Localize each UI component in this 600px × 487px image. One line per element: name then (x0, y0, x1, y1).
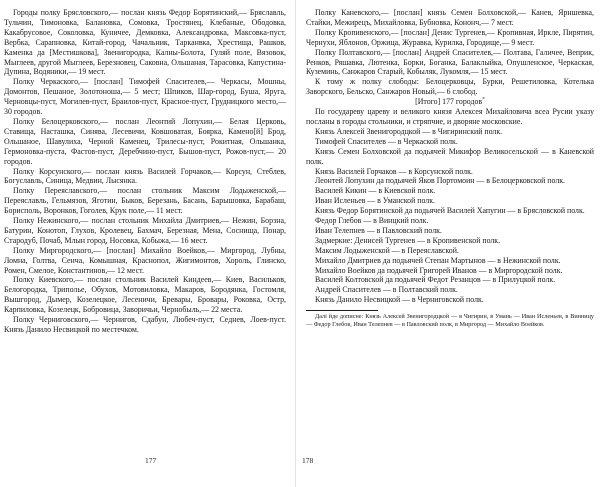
assignment-line: Федор Глебов — в Винцкий полк. (315, 216, 429, 226)
bila-tserkva-regiment-paragraph: Полку Белоцерковского,— послан Леонтий Лопухин,— Белая Церковь, Ставища, Насташка, Синява, Лесевичи, Ковшоватая, Боярка, Камено[й] Брод, Ольшаное, Шавулиха, Черной Каменец, Трилесы-пуст, Рокитная, Ольшанка, Гермоновка-пуста, Фастов-пуст, Деребчино-пуст, Бышов-пуст, Рожов-пуст,— 20 городов. (4, 116, 286, 166)
assignment-line: Максим Лодыженской — в Переяславской. (315, 245, 459, 255)
footnote-block (306, 313, 594, 329)
footnote-text: Далі йде дописне: Князь Алексей Звенигородцкой — в Чигирин, в Умань — Иван Исленьев, в Винницу — Федор Глебов, Иван Телепнев — в Павловский полк, в Миргород — Михайло Воейков. (306, 313, 594, 329)
kyiv-regiment-paragraph: Полку Киевского,— послан стольник Василей Киндеев,— Киев, Васильков, Белогородка, Триполье, Обухов, Мотовиловка, Макаров, Бородянка, Гостомля, Вышгород, Дымер, Козелецкое, Лесеничи, Бревары, Бровары, Роковка, Остр, Карпиловка, Козелецк, Бобровица, Заворичьи, Чернобыль,— 22 места. (4, 275, 286, 315)
right-page-body (306, 8, 594, 305)
left-page-body (4, 8, 286, 335)
myrhorod-regiment-paragraph: Полку Миргородского,— [послан] Михайло Воейков,— Миргород, Лубны, Ломна, Голтва, Сенча, Комышная, Краснопол, Жигимонтов, Хороль, Глинско, Ромен, Смелое, Константинов,— 12 мест. (4, 245, 286, 275)
assignment-line: Леонтей Лопухин да подьячей Яков Портомоин — в Белоцерковской полк. (315, 176, 565, 186)
poltava-regiment-paragraph: Полку Полтавского,— [послан] Андрей Спасителев,— Полтава, Галичее, Веприк, Ренков, Ряшавка, Лютенка, Борки, Боганка, Балаклыйка, Опушленское, Черкаская, Куземинь, Санжаров Старый, Кобыляк, Лукомля,— 15 мест. (306, 47, 594, 77)
assignment-line: Михайло Воейков да подьячей Григорей Иванов — в Миргородской полк. (315, 265, 563, 275)
assignment-line: Князь Федор Борятинской да подьячей Василей Хапугин — в Брясловской полк. (315, 206, 585, 216)
itogo-label: [Итого] 177 городов (415, 97, 483, 107)
assignment-line: Михайло Дмитриев да подьячей Степан Мартынов — в Нежинской полк. (315, 255, 561, 265)
assignment-line: Иван Телепнев — в Павловский полк. (315, 225, 442, 235)
pereiaslav-regiment-paragraph: Полку Переяславского,— послан стольник Максим Лодыженской,— Переяславль, Гельмязов, Яготин, Быков, Березань, Басань, Барышовка, Барабаш, Борисполь, Воронков, Гоголев, Крук поле,— 11 мест. (4, 186, 286, 216)
book-gutter (295, 0, 296, 487)
kaniv-regiment-paragraph: Полку Каневского,— [послан] князь Семен Болховской,— Канев, Ярншевка, Стайки, Межирецъ, Михайловка, Бубновка, Кононч,— 7 мест. (306, 8, 594, 27)
korsun-regiment-paragraph: Полку Корсунского,— послан князь Василей Горчаков,— Корсун, Стеблев, Богуславль, Синица, Медвин, Лысянка. (4, 166, 286, 186)
poltava-slobody-paragraph: К тому ж полку слободы: Белоцерковцы, Бурки, Решетиловка, Котелька Заворского, Бельско, Санжаров Новый,— 6 слобод. (306, 77, 594, 97)
brasl-regiment-paragraph: Городы полку Брясловского,— послан князь Федор Борятинский,— Бряславль, Тульчин, Тимоновка, Балановка, Сомовка, Тростянец, Клебаные, Ободовка, Какабрусовое, Соколовка, Куничее, Демковка, Александровка, Максовка-пуст, Вербка, Сарапновка, Китай-город, Чачальник, Тарканвка, Хрестища, Рашков, Каменка да [Местишкова], Звенигородка, Калны-Болота, Гуляй поле, Вязовок, Мыглеев, другой Мыглеев, Березновец, Саковна, Ольшаная, Тарасовка, Капустина-Дупина, Водяники,— 19 мест. (4, 8, 286, 77)
assignment-line: Тимофей Спасителев — в Черкаской полк. (315, 136, 458, 146)
cherkasy-regiment-paragraph: Полку Черкаского,— [послан] Тимофей Спасителев,— Черкасы, Мошны, Домонтов, Пешаное, Золотоноша,— 5 мест; Шпиков, Шар-город, Буша, Яруга, Черновцы-пуст, Могилев-пуст, Браилов-пуст, Красное-пуст, Грудницкого место,— 30 городов. (4, 77, 286, 117)
page-number-right: 178 (302, 456, 314, 465)
decree-paragraph: По государеву цареву и великого князя Алексея Михайловича всеа Русии указу посланы в городы стольники, и стряпчие, и дворяне московские. (306, 107, 594, 126)
assignment-line: Иван Исленьев — в Уманской полк. (315, 196, 435, 206)
assignment-line: Андрей Спасителев — в Полтавский полк. (315, 285, 458, 295)
assignment-line: Князь Семен Болховской да подьячей Микифор Великосельской — в Каневской полк. (306, 146, 594, 166)
assignment-line: Василей Колтовской да подьячей Федот Резанцов — в Прилуцкой полк. (315, 275, 556, 285)
nizhyn-regiment-paragraph: Полку Нежинского,— послан стольник Михайла Дмитриев,— Нежин, Борзна, Батурин, Конотоп, Глухов, Кролевец, Бахмач, Березная, Мена, Соснища, Понар, Стародуб, Почаб, Млын город, Носовка, Кобыжа,— 16 мест. (4, 216, 286, 245)
page-number-left: 177 (145, 456, 157, 465)
assignment-line: Князь Данило Несвицкой — в Черниговской полк. (315, 295, 484, 305)
left-page (4, 8, 286, 478)
itogo-total-line (306, 97, 594, 107)
footnote-rule (306, 310, 378, 311)
chernihiv-regiment-paragraph: Полку Черниговского,— Чернигов, Сдабун, Любеч-пуст, Седнев, Лоев-пуст. Князь Данило Несвицкой по местечком. (4, 315, 286, 334)
assignment-line: Василей Кикин — в Киевской полк. (315, 186, 436, 196)
kropyvna-regiment-paragraph: Полку Кропивенского,— [послан] Денис Тургенев,— Кропивная, Иркле, Пирятин, Чернухи, Яблонов, Оржица, Журавка, Курилка, Городище,— 9 мест. (306, 27, 594, 47)
assignment-line: Задмеркие: Денисей Тургенев — в Кропивенской полк. (315, 235, 501, 245)
right-page (306, 8, 594, 478)
assignment-line: Князь Алексей Звенигородцкой — в Чигиринский полк. (315, 126, 503, 136)
assignment-line: Князь Василей Горчаков — в Корсунской полк. (315, 166, 473, 176)
footnote-marker: * (482, 96, 485, 103)
